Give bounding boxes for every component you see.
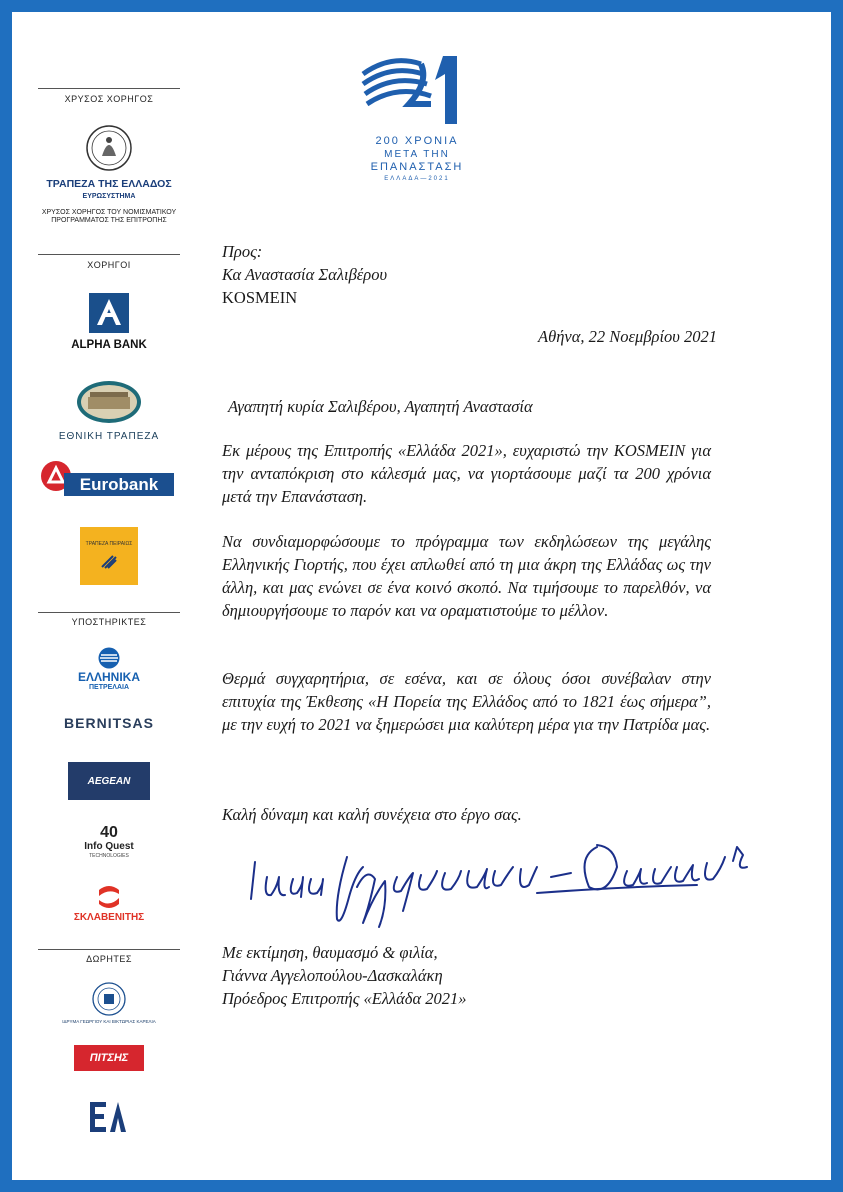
emblem-line4: ΕΛΛΑΔΑ—2021 [384,176,450,182]
sklavenitis-icon [95,884,123,910]
foundation-name: ΙΔΡΥΜΑ ΓΕΩΡΓΙΟΥ ΚΑΙ ΒΙΚΤΩΡΙΑΣ ΚΑΡΕΛΙΑ [62,1019,156,1024]
place-date: Αθήνα, 22 Νοεμβρίου 2021 [538,327,717,346]
infoquest-years: 40 [100,824,118,841]
supporters-heading: ΥΠΟΣΤΗΡΙΚΤΕΣ [71,617,147,627]
bernitsas-name: BERNITSAS [64,715,154,731]
signoff: Με εκτίμηση, θαυμασμό & φιλία, [222,943,438,962]
infoquest-sub: TECHNOLOGIES [89,853,129,859]
paragraph-1: Εκ μέρους της Επιτροπής «Ελλάδα 2021», ευχαριστώ την KOSMEIN για την ανταπόκριση στο κάλεσμά μας, να γιορτάσουμε μαζί τα 200 χρόνια μετά την Επανάσταση. [222,441,711,506]
bicentennial-emblem [352,52,482,184]
closing-wish: Καλή δύναμη και καλή συνέχεια στο έργο σας. [222,805,522,824]
bank-of-greece-sub: ΕΥΡΩΣΥΣΤΗΜΑ [82,193,136,200]
divider [38,949,180,950]
eurobank-logo [38,458,180,498]
bernitsas-logo [38,715,180,731]
alpha-bank-icon [89,293,129,333]
piraeus-icon [101,555,117,569]
alpha-bank-name: ALPHA BANK [71,339,147,351]
bank-of-greece-name: ΤΡΑΠΕΖΑ ΤΗΣ ΕΛΛΑΔΟΣ [46,178,172,190]
signer-title: Πρόεδρος Επιτροπής «Ελλάδα 2021» [222,989,467,1008]
ea-icon [88,1100,130,1134]
gold-sponsor-note-line2: ΠΡΟΓΡΑΜΜΑΤΟΣ ΤΗΣ ΕΠΙΤΡΟΠΗΣ [51,217,167,224]
letter-page [12,12,831,1180]
donors-heading: ΔΩΡΗΤΕΣ [86,954,132,964]
sponsors-heading: ΧΟΡΗΓΟΙ [87,260,131,270]
signer-name: Γιάννα Αγγελοπούλου-Δασκαλάκη [222,966,443,985]
salutation: Αγαπητή κυρία Σαλιβέρου, Αγαπητή Αναστασία [228,397,533,416]
paragraph-3: Θερμά συγχαρητήρια, σε εσένα, και σε όλους όσοι συνέβαλαν στην επιτυχία της Έκθεσης «Η Πορεία της Ελλάδος από το 1821 έως σήμερα”, με την ευχή το 2021 να ξημερώσει μια καλύτερη μέρα για την Πατρίδα μας. [222,669,711,734]
gold-sponsor-heading: ΧΡΥΣΟΣ ΧΟΡΗΓΟΣ [64,94,154,104]
national-bank-name: ΕΘΝΙΚΗ ΤΡΑΠΕΖΑ [58,431,160,442]
national-bank-logo [38,380,180,442]
emblem-line2: ΜΕΤΑ ΤΗΝ [384,149,450,160]
foundation-seal-icon [92,982,126,1016]
hellenic-petroleum-icon [98,647,120,669]
infoquest-logo [38,824,180,859]
aegean-logo [38,762,180,800]
recipient-company: KOSMEIN [222,288,298,307]
ea-logo [38,1100,180,1134]
gold-sponsor-note-line1: ΧΡΥΣΟΣ ΧΟΡΗΓΟΣ ΤΟΥ ΝΟΜΙΣΜΑΤΙΚΟΥ [41,209,177,216]
hellenic-petroleum-line2: ΠΕΤΡΕΛΑΙΑ [88,684,130,691]
divider [38,612,180,613]
divider [38,88,180,89]
sklavenitis-name: ΣΚΛΑΒΕΝΙΤΗΣ [73,912,145,923]
recipient-name: Κα Αναστασία Σαλιβέρου [222,265,388,284]
alpha-bank-logo [38,293,180,351]
foundation-logo [38,982,180,1024]
infoquest-name: Info Quest [84,841,134,852]
emblem-line1: 200 ΧΡΟΝΙΑ [375,135,459,147]
pitsis-name: ΠΙΤΣΗΣ [89,1052,129,1064]
hellenic-petroleum-logo [38,647,180,692]
handwritten-signature [237,827,757,937]
divider [38,254,180,255]
bank-of-greece-logo [38,124,180,200]
to-label: Προς: [222,242,263,261]
bank-of-greece-seal-icon [85,124,133,172]
aegean-name: AEGEAN [87,775,131,787]
hellenic-petroleum-line1: ΕΛΛΗΝΙΚΑ [77,670,140,684]
greece-2021-emblem-icon [357,52,477,128]
piraeus-logo [38,527,180,585]
eurobank-name: Eurobank [64,473,174,496]
paragraph-2: Να συνδιαμορφώσουμε το πρόγραμμα των εκδηλώσεων της μεγάλης Ελληνικής Γιορτής, που έχει απλωθεί από τη μια άκρη της Ελλάδας ως την άλλη, και μας ενώνει σε ένα κοινό σκοπό. Να τιμήσουμε το παρελθόν, να δημιουργήσουμε το παρόν και να οραματιστούμε το μέλλον. [222,532,711,620]
sklavenitis-logo [38,884,180,923]
emblem-line3: ΕΠΑΝΑΣΤΑΣΗ [370,161,464,173]
pitsis-logo [38,1045,180,1071]
sponsors-sidebar [38,12,180,1180]
national-bank-icon [76,380,142,424]
piraeus-name: ΤΡΑΠΕΖΑ ΠΕΙΡΑΙΩΣ [85,541,133,547]
